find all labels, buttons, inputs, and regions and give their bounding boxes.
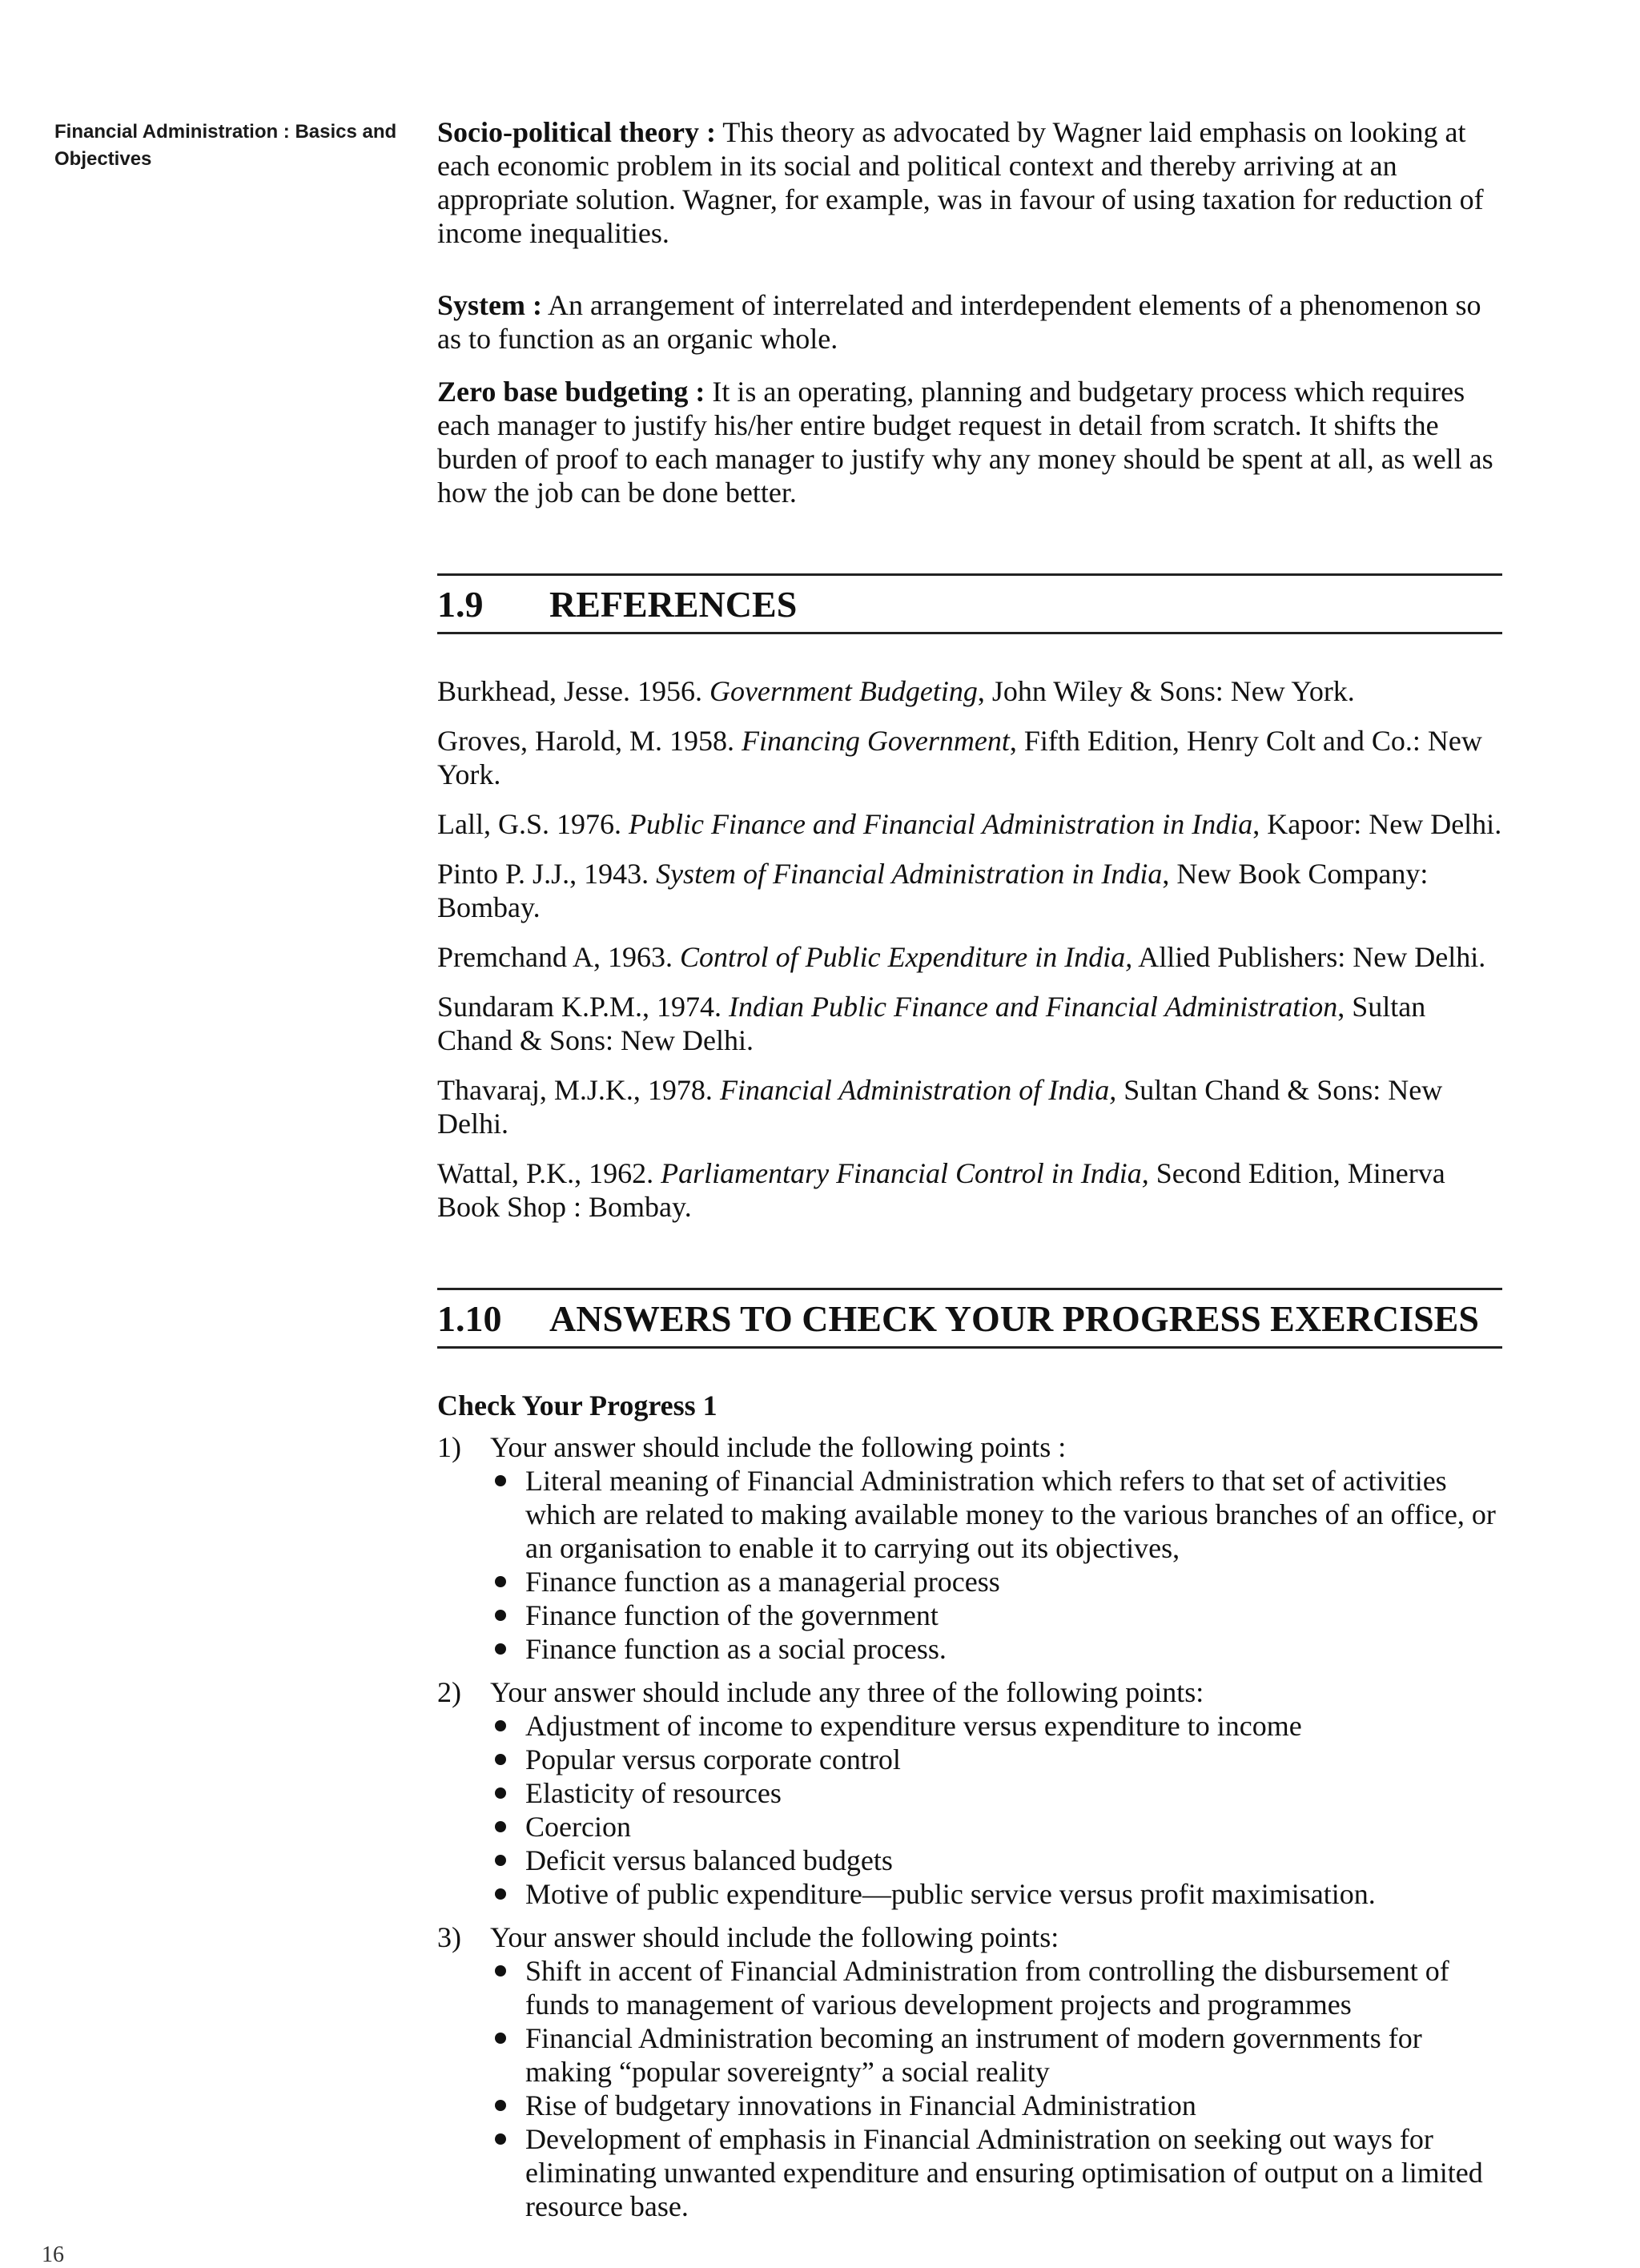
reference-item <box>437 1156 1502 1224</box>
answer-point <box>490 1709 1502 1743</box>
answer-item <box>437 1430 1502 1666</box>
answer-point <box>490 1844 1502 1877</box>
answer-point-text: Financial Administration becoming an instrument of modern governments for making “popular sovereignty” a social reality <box>525 2022 1422 2088</box>
bullet-icon <box>495 1787 506 1799</box>
reference-title: Control of Public Expenditure in India, <box>679 941 1133 973</box>
reference-publisher: , New Book Company: Bombay. <box>437 858 1429 923</box>
section-title: REFERENCES <box>549 584 798 625</box>
reference-author: Burkhead, Jesse. 1956. <box>437 675 709 707</box>
reference-author: Sundaram K.P.M., 1974. <box>437 991 730 1023</box>
answer-point-text: Rise of budgetary innovations in Financial Administration <box>525 2089 1196 2121</box>
page-body <box>437 115 1502 2233</box>
reference-publisher: , Kapoor: New Delhi. <box>1252 808 1502 840</box>
answer-point-text: Adjustment of income to expenditure versus expenditure to income <box>525 1710 1302 1742</box>
answer-point <box>490 1810 1502 1844</box>
running-head-text: Financial Administration : Basics and Objectives <box>54 121 397 170</box>
reference-item <box>437 1073 1502 1140</box>
answer-point <box>490 1565 1502 1598</box>
answer-number: 3) <box>437 1921 461 1953</box>
answer-point-text: Elasticity of resources <box>525 1777 782 1809</box>
glossary-term: Socio-political theory : <box>437 116 716 148</box>
reference-author: Pinto P. J.J., 1943. <box>437 858 657 890</box>
reference-publisher: Allied Publishers: New Delhi. <box>1132 941 1486 973</box>
reference-item <box>437 857 1502 924</box>
section-heading-references <box>437 573 1502 634</box>
glossary-definition: This theory as advocated by Wagner laid emphasis on looking at each economic problem in its social and political context and thereby arriving at an appropriate solution. Wagner, for example, was in favour of using taxation for reduction of income inequalities. <box>437 116 1484 249</box>
bullet-icon <box>495 2033 506 2044</box>
reference-publisher: , Fifth Edition, Henry Colt and Co.: New York. <box>437 725 1482 790</box>
bullet-icon <box>495 1610 506 1621</box>
bullet-icon <box>495 1888 506 1900</box>
bullet-icon <box>495 1754 506 1765</box>
reference-title: Financing Government <box>741 725 1010 757</box>
answer-number: 2) <box>437 1676 461 1708</box>
glossary <box>437 115 1502 509</box>
answer-point-text: Shift in accent of Financial Administration from controlling the disbursement of funds to management of various development projects and programmes <box>525 1955 1449 2021</box>
answer-body <box>490 1675 1502 1911</box>
reference-author: Thavaraj, M.J.K., 1978. <box>437 1074 720 1106</box>
reference-title: Parliamentary Financial Control in India, <box>661 1157 1149 1189</box>
bullet-icon <box>495 1720 506 1731</box>
glossary-entry <box>437 288 1502 356</box>
section-title: ANSWERS TO CHECK YOUR PROGRESS EXERCISES <box>549 1298 1479 1339</box>
reference-title: Indian Public Finance and Financial Administration <box>729 991 1338 1023</box>
reference-publisher: Sultan Chand & Sons: New Delhi. <box>437 1074 1443 1140</box>
answer-point <box>490 2021 1502 2089</box>
answer-point <box>490 2089 1502 2122</box>
bullet-icon <box>495 1965 506 1976</box>
bullet-icon <box>495 1475 506 1486</box>
reference-item <box>437 674 1502 708</box>
section-number: 1.9 <box>437 584 484 625</box>
answer-points <box>490 1954 1502 2223</box>
answer-point <box>490 1632 1502 1666</box>
reference-publisher: , John Wiley & Sons: New York. <box>977 675 1355 707</box>
bullet-icon <box>495 1855 506 1866</box>
bullet-icon <box>495 1821 506 1832</box>
answer-point-text: Literal meaning of Financial Administration which refers to that set of activities which are related to making available money to the various branches of an office, or an organisation to enable it to carrying out its objectives, <box>525 1465 1496 1564</box>
reference-item <box>437 807 1502 841</box>
answer-point <box>490 1743 1502 1776</box>
answer-point <box>490 1776 1502 1810</box>
answer-intro: Your answer should include the following points : <box>490 1431 1067 1463</box>
answer-points <box>490 1709 1502 1911</box>
reference-author: Wattal, P.K., 1962. <box>437 1157 661 1189</box>
answer-point <box>490 1877 1502 1911</box>
bullet-icon <box>495 1643 506 1655</box>
reference-title: System of Financial Administration in India <box>656 858 1163 890</box>
glossary-definition: An arrangement of interrelated and interdependent elements of a phenomenon so as to function as an organic whole. <box>437 289 1481 355</box>
answer-point <box>490 1954 1502 2021</box>
running-head <box>54 119 399 173</box>
section-number: 1.10 <box>437 1298 502 1339</box>
answer-point-text: Popular versus corporate control <box>525 1743 901 1775</box>
reference-title: Financial Administration of India, <box>719 1074 1117 1106</box>
answer-number: 1) <box>437 1431 461 1463</box>
answer-point <box>490 2122 1502 2223</box>
answer-body <box>490 1430 1502 1666</box>
check-your-progress-heading: Check Your Progress 1 <box>437 1389 718 1422</box>
answer-point-text: Finance function as a managerial process <box>525 1566 1000 1598</box>
answer-point-text: Coercion <box>525 1811 631 1843</box>
answer-point-text: Development of emphasis in Financial Administration on seeking out ways for eliminating unwanted expenditure and ensuring optimisation of output on a limited resource base. <box>525 2123 1483 2222</box>
glossary-entry <box>437 375 1502 509</box>
bullet-icon <box>495 1576 506 1587</box>
glossary-entry <box>437 115 1502 250</box>
glossary-term: Zero base budgeting : <box>437 376 705 408</box>
reference-item <box>437 940 1502 974</box>
reference-item <box>437 990 1502 1057</box>
reference-author: Lall, G.S. 1976. <box>437 808 629 840</box>
reference-publisher: , Sultan Chand & Sons: New Delhi. <box>437 991 1426 1056</box>
glossary-definition: It is an operating, planning and budgetary process which requires each manager to justify his/her entire budget request in detail from scratch. It shifts the burden of proof to each manager to justify why any money should be spent at all, as well as how the job can be done better. <box>437 376 1493 509</box>
answer-point-text: Deficit versus balanced budgets <box>525 1844 893 1876</box>
section-heading-answers <box>437 1288 1502 1349</box>
reference-publisher: Second Edition, Minerva Book Shop : Bombay. <box>437 1157 1445 1223</box>
answer-points <box>490 1464 1502 1666</box>
answer-point <box>490 1464 1502 1565</box>
answer-point <box>490 1598 1502 1632</box>
reference-author: Groves, Harold, M. 1958. <box>437 725 742 757</box>
answer-point-text: Motive of public expenditure—public service versus profit maximisation. <box>525 1878 1376 1910</box>
page-number: 16 <box>42 2242 64 2267</box>
answer-intro: Your answer should include the following points: <box>490 1921 1059 1953</box>
glossary-term: System : <box>437 289 542 321</box>
answer-body <box>490 1920 1502 2223</box>
bullet-icon <box>495 2133 506 2145</box>
answer-item <box>437 1675 1502 1911</box>
reference-item <box>437 724 1502 791</box>
reference-author: Premchand A, 1963. <box>437 941 680 973</box>
answer-intro: Your answer should include any three of the following points: <box>490 1676 1204 1708</box>
bullet-icon <box>495 2100 506 2111</box>
reference-title: Government Budgeting <box>709 675 978 707</box>
answer-item <box>437 1920 1502 2223</box>
reference-title: Public Finance and Financial Administration in India <box>629 808 1253 840</box>
answer-point-text: Finance function as a social process. <box>525 1633 947 1665</box>
references-list <box>437 674 1502 1224</box>
answer-point-text: Finance function of the government <box>525 1599 939 1631</box>
